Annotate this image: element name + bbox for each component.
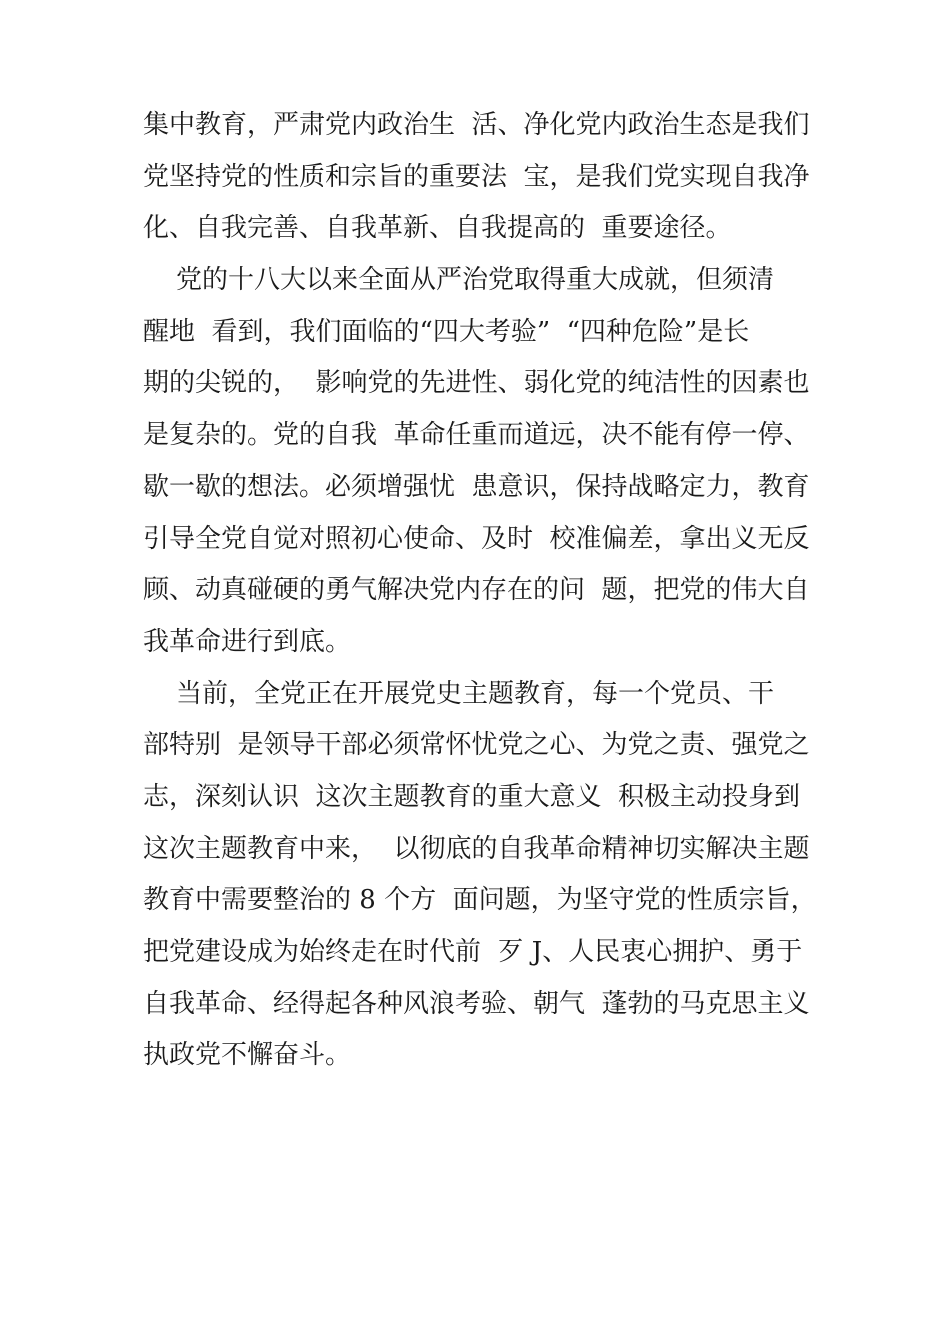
text-line: 醒地 看到，我们面临的“四大考验” “四种危险”是长 xyxy=(143,316,750,347)
text-line: 执政党不懈奋斗。 xyxy=(143,1040,352,1071)
text-line: 是复杂的。党的自我 革命任重而道远，决不能有停一停、 xyxy=(143,420,810,451)
text-line: 我革命进行到底。 xyxy=(143,626,352,657)
paragraph-2 xyxy=(143,255,823,669)
text-line: 这次主题教育中来， 以彻底的自我革命精神切实解决主题 xyxy=(143,833,810,864)
text-line: 当前，全党正在开展党史主题教育，每一个党员、干 xyxy=(143,678,775,709)
text-line: 把党建设成为始终走在时代前 歹 J、人民衷心拥护、勇于 xyxy=(143,937,803,967)
paragraph-3 xyxy=(143,669,823,1083)
text-line: 顾、动真碰硬的勇气解决党内存在的问 题，把党的伟大自 xyxy=(143,575,810,606)
text-line: 志，深刻认识 这次主题教育的重大意义 积极主动投身到 xyxy=(143,781,801,812)
text-line: 集中教育，严肃党内政治生 活、净化党内政治生态是我们 xyxy=(143,110,810,140)
text-line: 自我革命、经得起各种风浪考验、朝气 蓬勃的马克思主义 xyxy=(143,988,810,1019)
text-line: 歇一歇的想法。必须增强忧 患意识，保持战略定力，教育 xyxy=(143,471,810,502)
text-line: 引导全党自觉对照初心使命、及时 校准偏差，拿出义无反 xyxy=(143,523,810,554)
paragraph-1 xyxy=(143,100,823,255)
text-line: 化、自我完善、自我革新、自我提高的 重要途径。 xyxy=(143,213,732,244)
text-line: 党的十八大以来全面从严治党取得重大成就，但须清 xyxy=(143,265,775,296)
document-body xyxy=(143,100,823,1082)
text-line: 党坚持党的性质和宗旨的重要法 宝，是我们党实现自我净 xyxy=(143,161,810,192)
text-line: 部特别 是领导干部必须常怀忧党之心、为党之责、强党之 xyxy=(143,730,810,761)
text-line: 期的尖锐的， 影响党的先进性、弱化党的纯洁性的因素也 xyxy=(143,368,810,399)
text-line: 教育中需要整治的 8 个方 面问题，为坚守党的性质宗旨， xyxy=(143,885,817,916)
